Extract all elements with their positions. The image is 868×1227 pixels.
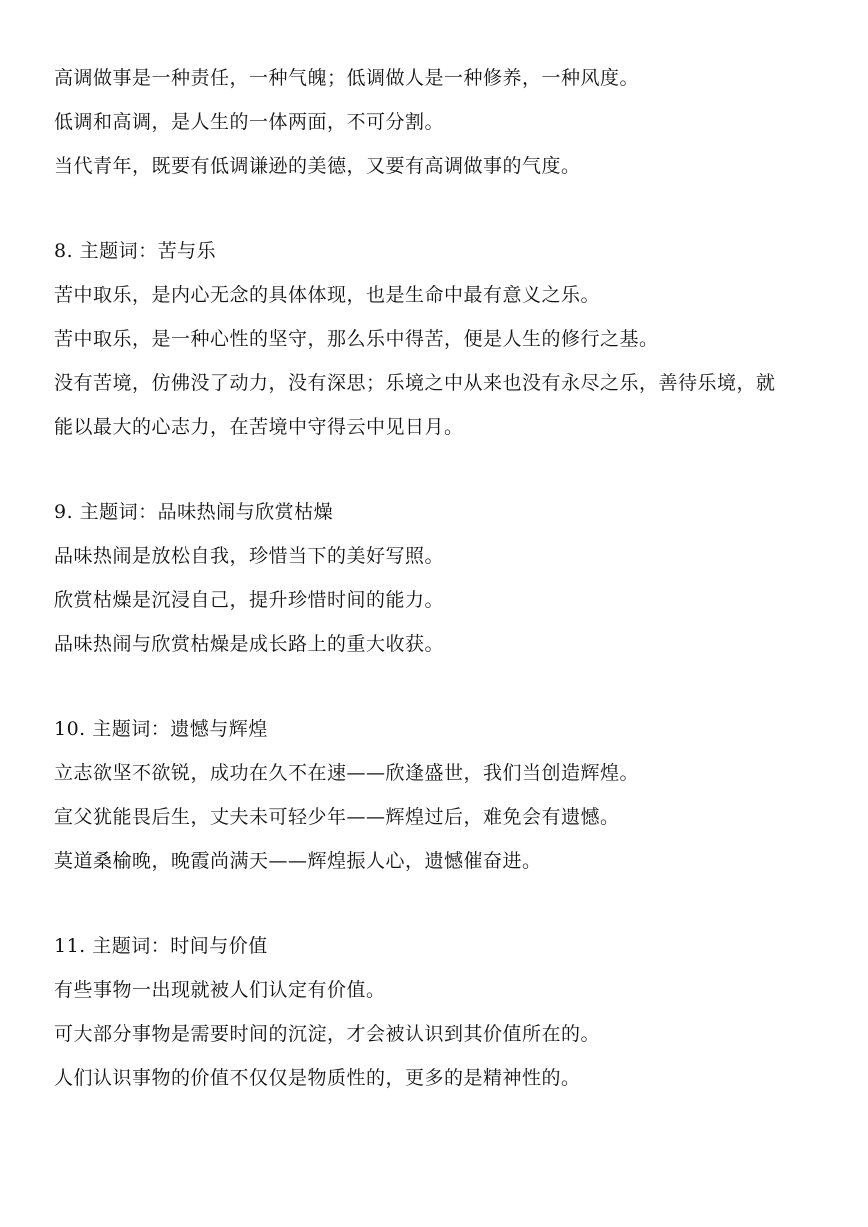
paragraph-line: 没有苦境，仿佛没了动力，没有深思；乐境之中从来也没有永尽之乐，善待乐境，就 <box>54 372 776 394</box>
paragraph-line: 高调做事是一种责任，一种气魄；低调做人是一种修养，一种风度。 <box>54 67 640 89</box>
section-8 <box>54 229 854 449</box>
paragraph-line: 人们认识事物的价值不仅仅是物质性的，更多的是精神性的。 <box>54 1067 581 1089</box>
section-heading: 9. 主题词：品味热闹与欣赏枯燥 <box>54 501 334 523</box>
section-heading: 10. 主题词：遗憾与辉煌 <box>54 718 268 740</box>
section-gaodiao <box>54 56 854 188</box>
paragraph-line: 欣赏枯燥是沉浸自己，提升珍惜时间的能力。 <box>54 589 445 611</box>
section-11 <box>54 924 854 1100</box>
paragraph-line: 苦中取乐，是内心无念的具体体现，也是生命中最有意义之乐。 <box>54 284 601 306</box>
paragraph-line: 可大部分事物是需要时间的沉淀，才会被认识到其价值所在的。 <box>54 1023 601 1045</box>
paragraph-line: 当代青年，既要有低调谦逊的美德，又要有高调做事的气度。 <box>54 155 581 177</box>
section-heading: 8. 主题词：苦与乐 <box>54 240 217 262</box>
paragraph-line: 莫道桑榆晚，晚霞尚满天——辉煌振人心，遗憾催奋进。 <box>54 850 542 872</box>
paragraph-line: 能以最大的心志力，在苦境中守得云中见日月。 <box>54 416 464 438</box>
paragraph-line: 苦中取乐，是一种心性的坚守，那么乐中得苦，便是人生的修行之基。 <box>54 328 659 350</box>
section-heading: 11. 主题词：时间与价值 <box>54 935 268 957</box>
section-9 <box>54 490 854 666</box>
paragraph-line: 低调和高调，是人生的一体两面，不可分割。 <box>54 111 445 133</box>
document-body <box>54 56 854 1100</box>
paragraph-line: 立志欲坚不欲锐，成功在久不在速——欣逢盛世，我们当创造辉煌。 <box>54 762 640 784</box>
paragraph-line: 有些事物一出现就被人们认定有价值。 <box>54 979 386 1001</box>
paragraph-line: 品味热闹与欣赏枯燥是成长路上的重大收获。 <box>54 633 445 655</box>
paragraph-line: 宣父犹能畏后生，丈夫未可轻少年——辉煌过后，难免会有遗憾。 <box>54 806 620 828</box>
paragraph-line: 品味热闹是放松自我，珍惜当下的美好写照。 <box>54 545 445 567</box>
section-10 <box>54 707 854 883</box>
